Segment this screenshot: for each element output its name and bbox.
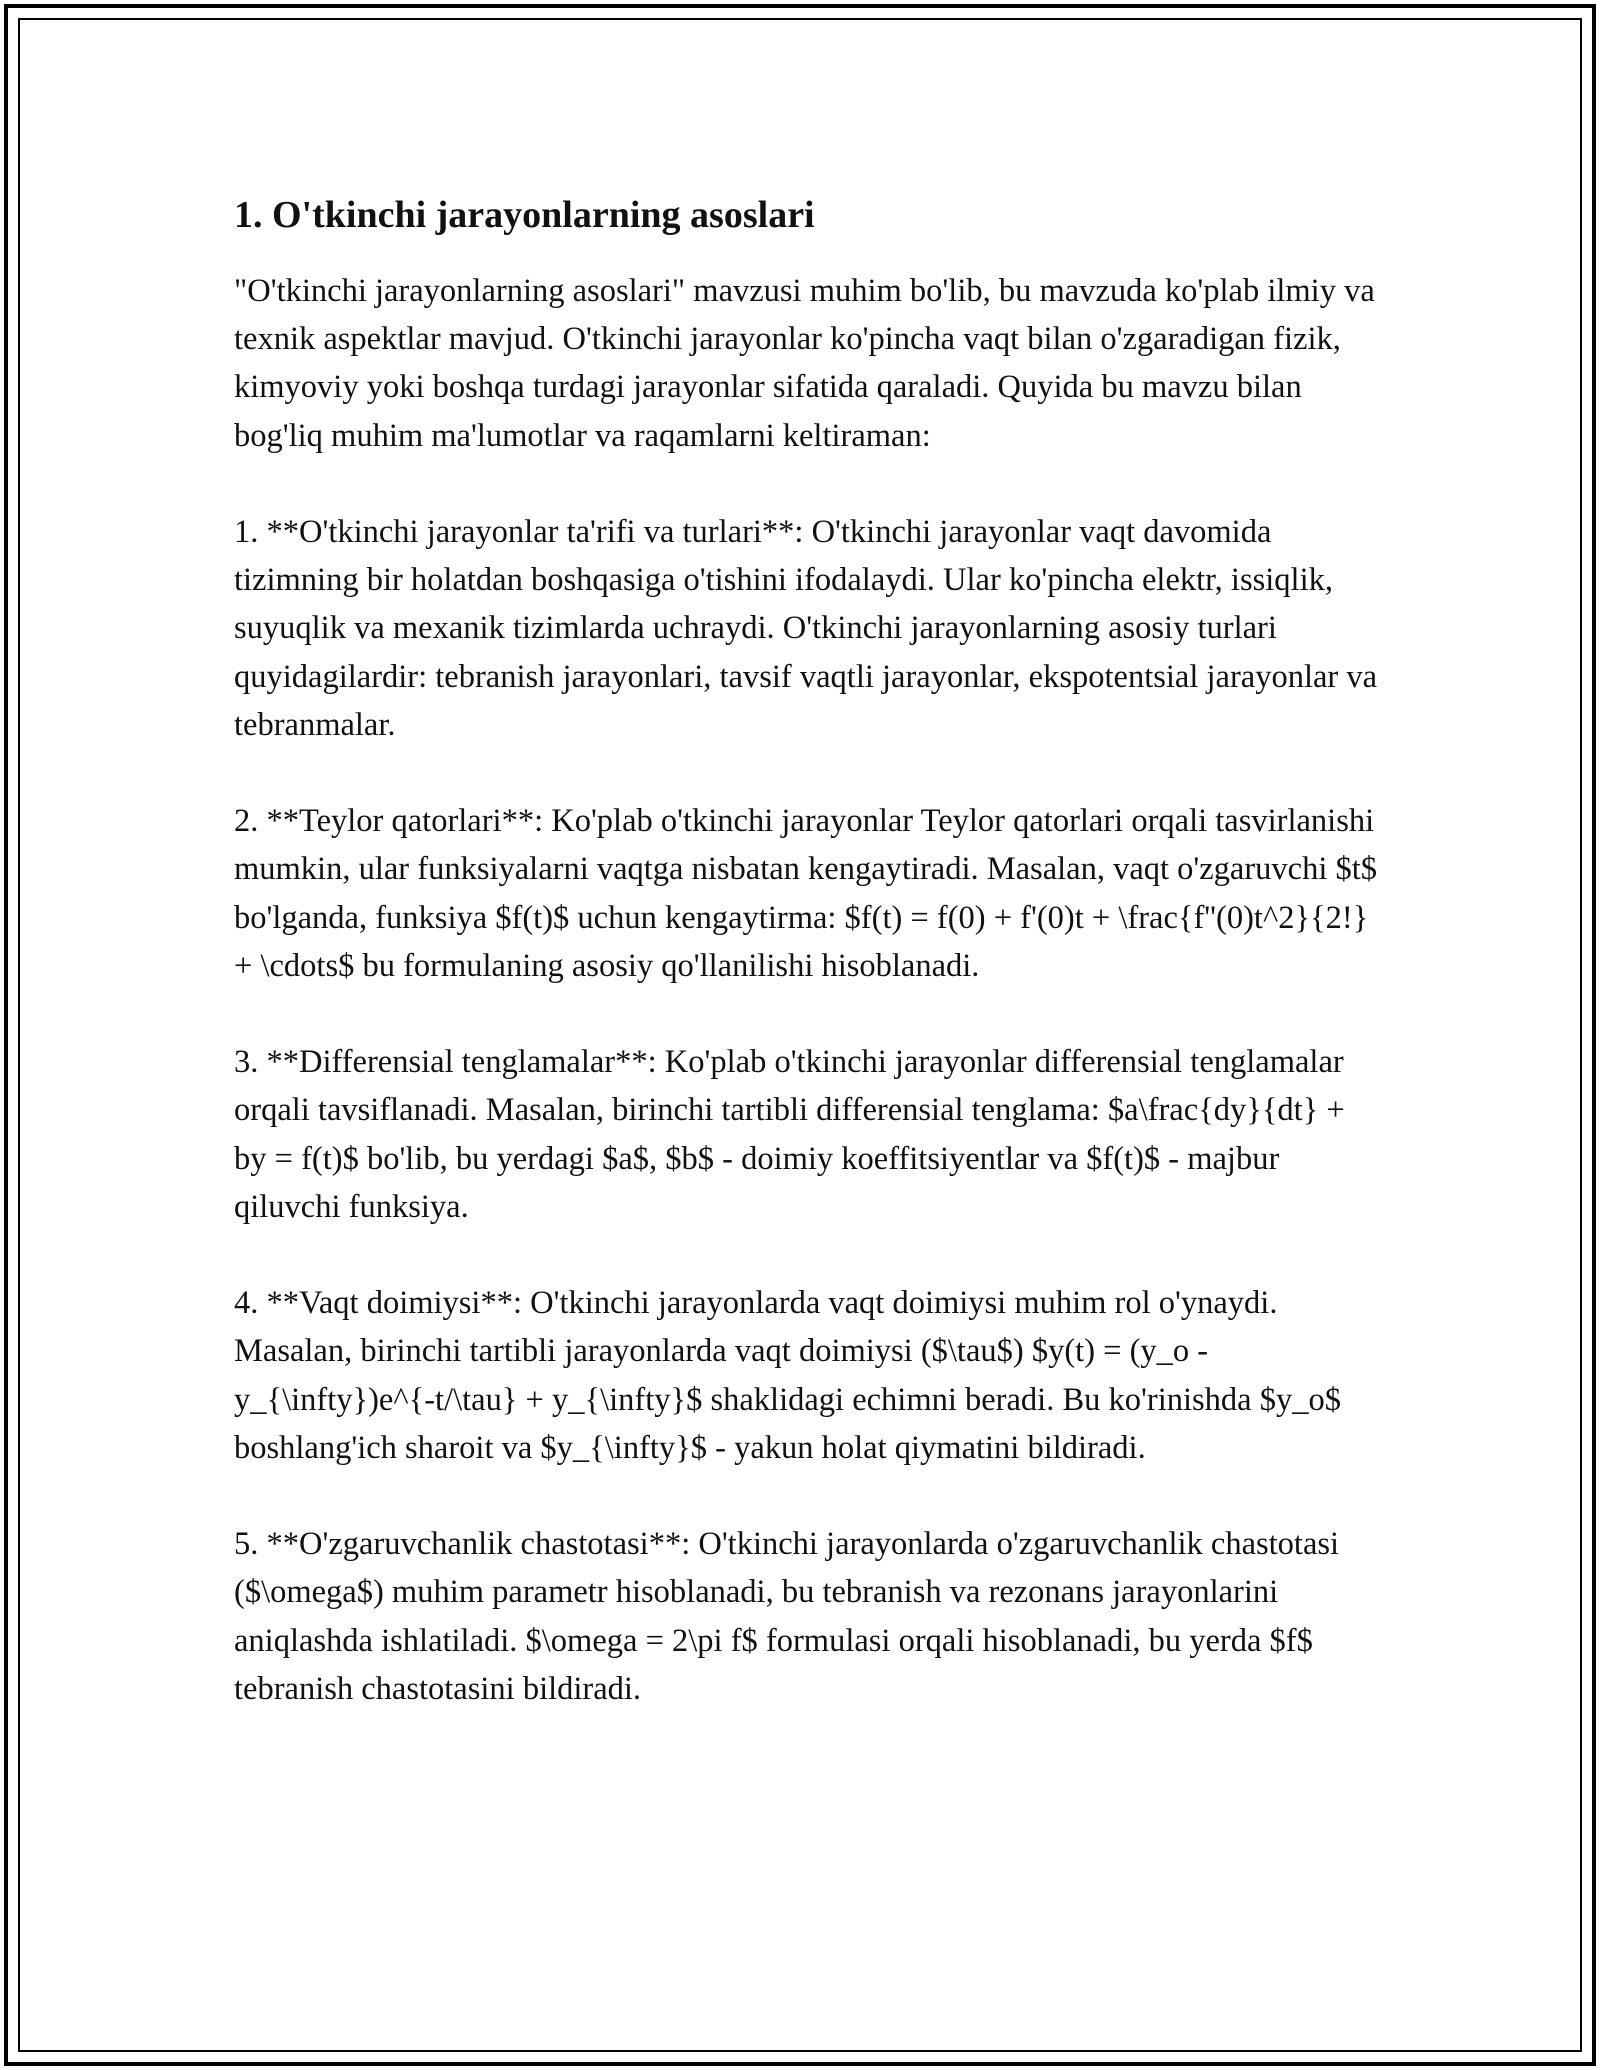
paragraph-definitions: 1. **O'tkinchi jarayonlar ta'rifi va turlari**: O'tkinchi jarayonlar vaqt davomida tizimning bir holatdan boshqasiga o'tishini ifodalaydi. Ular ko'pincha elektr, issiqlik, suyuqlik va mexanik tizimlarda uchraydi. O'tkinchi jarayonlarning asosiy turlari quyidagilardir: tebranish jarayonlari, tavsif vaqtli jarayonlar, ekspotentsial jarayonlar va tebranmalar. (234, 514, 1378, 743)
paragraph-frequency: 5. **O'zgaruvchanlik chastotasi**: O'tkinchi jarayonlarda o'zgaruvchanlik chastotasi ($\omega$) muhim parametr hisoblanadi, bu tebranish va rezonans jarayonlarini aniqlashda ishlatiladi. $\omega = 2\pi f$ formulasi orqali hisoblanadi, bu yerda $f$ tebranish chastotasini bildiradi. (234, 1526, 1340, 1707)
section-heading: 1. O'tkinchi jarayonlarning asoslari (234, 194, 815, 236)
paragraph-differential-equations: 3. **Differensial tenglamalar**: Ko'plab o'tkinchi jarayonlar differensial tenglamalar orqali tavsiflanadi. Masalan, birinchi tartibli differensial tenglama: $a\frac{dy}{dt} + by = f(t)$ bo'lib, bu yerdagi $a$, $b$ - doimiy koeffitsiyentlar va $f(t)$ - majbur qiluvchi funksiya. (234, 1044, 1345, 1225)
paragraph-taylor-series: 2. **Teylor qatorlari**: Ko'plab o'tkinchi jarayonlar Teylor qatorlari orqali tasvirlanishi mumkin, ular funksiyalarni vaqtga nisbatan kengaytiradi. Masalan, vaqt o'zgaruvchi $t$ bo'lganda, funksiya $f(t)$ uchun kengaytirma: $f(t) = f(0) + f'(0)t + \frac{f''(0)t^2}{2!} + \cdots$ bu formulaning asosiy qo'llanilishi hisoblanadi. (234, 803, 1378, 984)
intro-paragraph: "O'tkinchi jarayonlarning asoslari" mavzusi muhim bo'lib, bu mavzuda ko'plab ilmiy va texnik aspektlar mavjud. O'tkinchi jarayonlar ko'pincha vaqt bilan o'zgaradigan fizik, kimyoviy yoki boshqa turdagi jarayonlar sifatida qaraladi. Quyida bu mavzu bilan bog'liq muhim ma'lumotlar va raqamlarni keltiraman: (234, 273, 1375, 454)
document-body (234, 185, 1384, 1761)
paragraph-time-constant: 4. **Vaqt doimiysi**: O'tkinchi jarayonlarda vaqt doimiysi muhim rol o'ynaydi. Masalan, birinchi tartibli jarayonlarda vaqt doimiysi ($\tau$) $y(t) = (y_o - y_{\infty})e^{-t/\tau} + y_{\infty}$ shaklidagi echimni beradi. Bu ko'rinishda $y_o$ boshlang'ich sharoit va $y_{\infty}$ - yakun holat qiymatini bildiradi. (234, 1285, 1341, 1466)
